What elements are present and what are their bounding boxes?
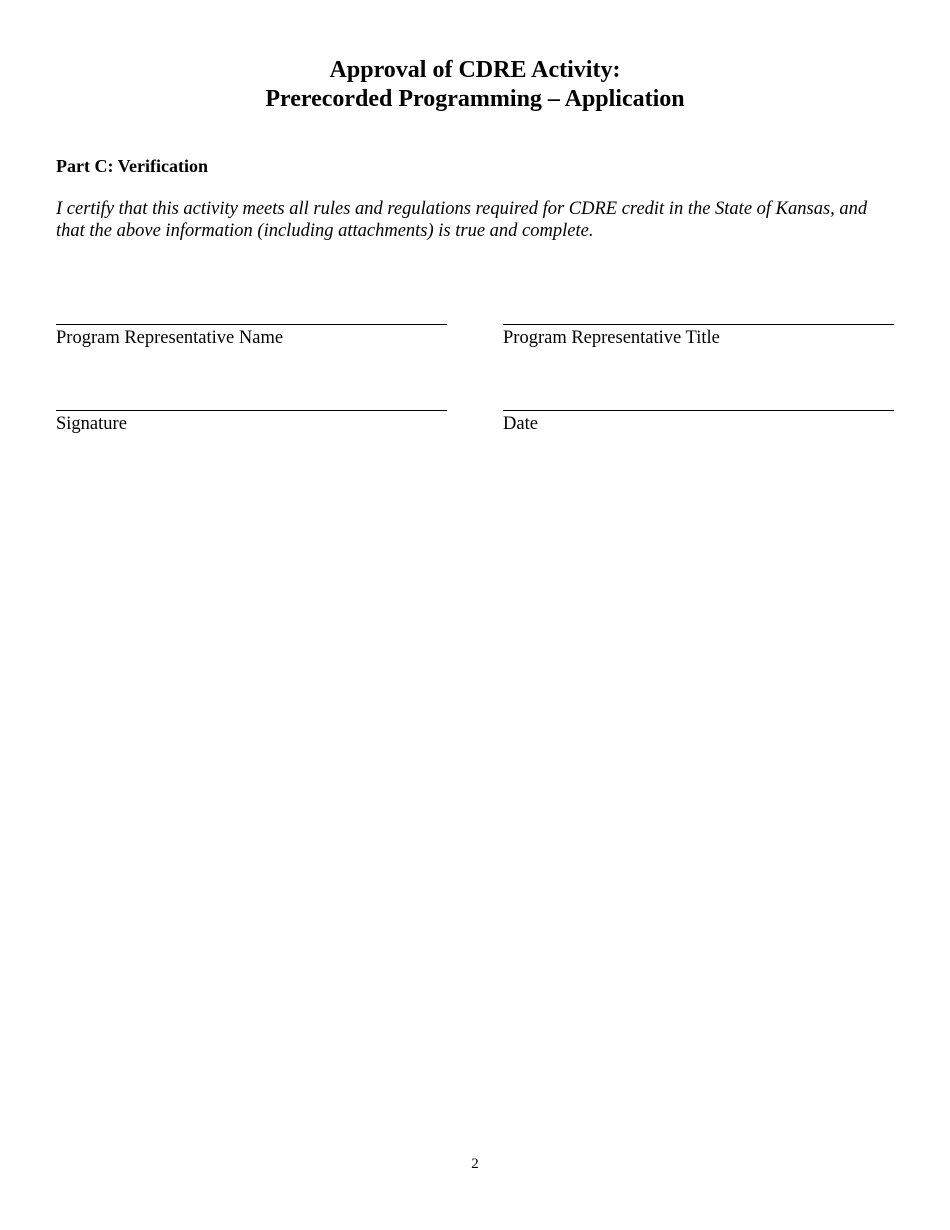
signature-label: Signature	[56, 414, 127, 434]
rep-name-line[interactable]	[56, 324, 447, 325]
signature-line[interactable]	[56, 410, 447, 411]
title-line-2: Prerecorded Programming – Application	[265, 86, 685, 112]
rep-name-label: Program Representative Name	[56, 328, 284, 348]
section-heading: Part C: Verification	[56, 156, 208, 176]
rep-title-line[interactable]	[503, 324, 894, 325]
title-line-1: Approval of CDRE Activity:	[329, 57, 621, 83]
page-number: 2	[471, 1156, 479, 1172]
date-label: Date	[503, 414, 538, 434]
date-line[interactable]	[503, 410, 894, 411]
document-title	[0, 56, 950, 114]
rep-title-label: Program Representative Title	[503, 328, 720, 348]
certification-statement: I certify that this activity meets all rules and regulations required for CDRE credit in the State of Kansas, and that the above information (including attachments) is true and complete.	[56, 199, 868, 241]
